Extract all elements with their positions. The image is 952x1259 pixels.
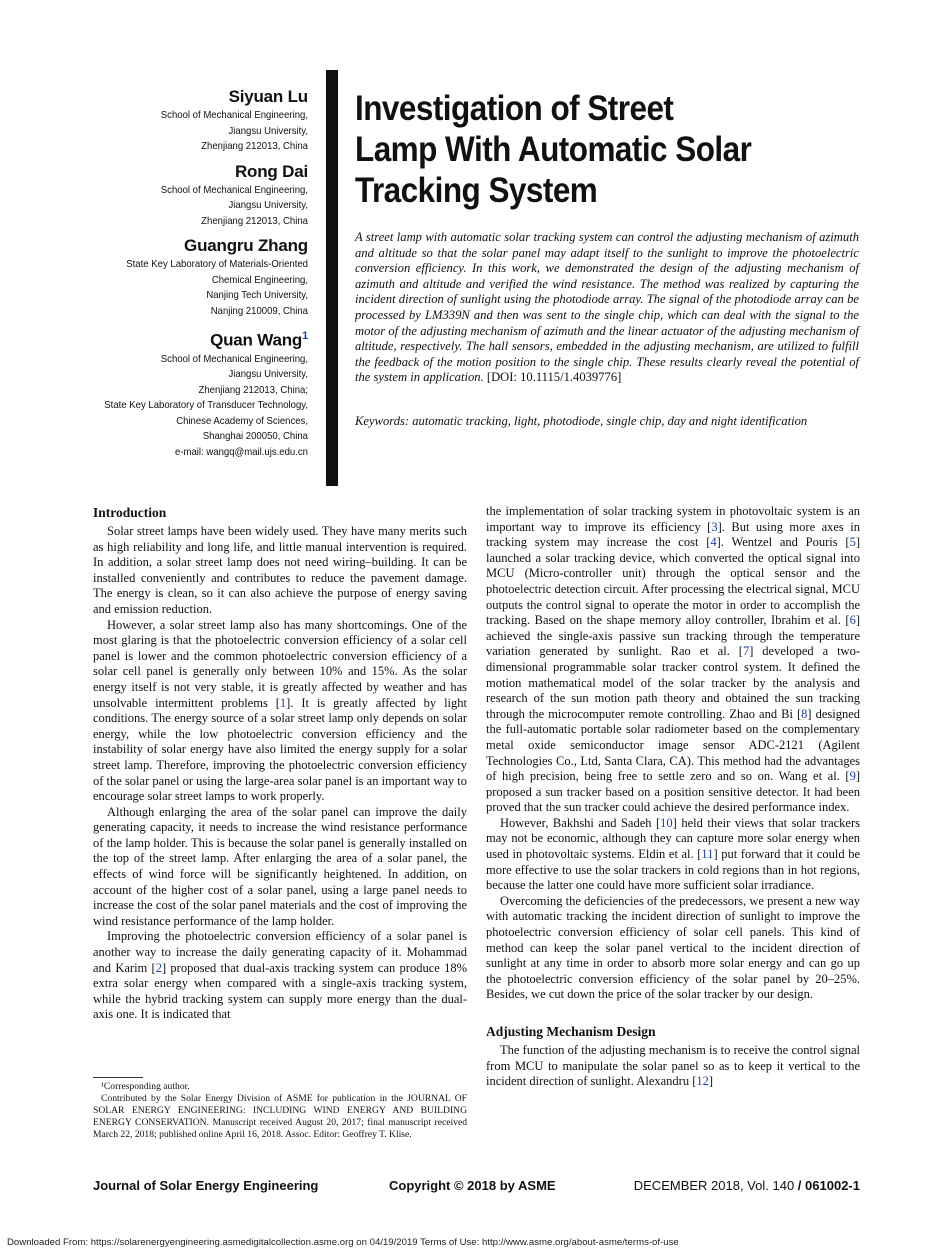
paragraph: the implementation of solar tracking system in photovoltaic system is an important way to improve its efficiency [3]. But using more axes in tracking system may increase the cost [4]. Wentzel and Pouris [5] launched a solar tracking device, which converted the optical signal into MCU (Micro-controller unit) through the optical sensor and the photoelectric detection circuit. After processing the electrical signal, MCU outputs the control signal to operate the motor in order to accomplish the tracking. Based on the shape memory alloy controller, Ibrahim et al. [6] achieved the single-axis passive sun tracking through the temperature variation generated by sunlight. Rao et al. [7] developed a two-dimensional programmable solar tracker control system. It defined the motion mathematical model of the solar tracker by the analysis and research of the sun motion path theory and obtained the sun tracking through the microcomputer remote controlling. Zhao and Bi [8] designed the full-automatic portable solar radiometer based on the complementary metal oxide semiconductor image sensor ADC-2121 (Agilent Technologies Co., Ltd, Santa Clara, CA). This method had the advantages of high precision, being free to settle zero and so on. Wang et al. [9] proposed a sun tracker based on a position sensitive detector. It had been proved that the sun tracker could achieve the desired performance index. — [486, 504, 860, 815]
article-number: 061002-1 — [805, 1178, 860, 1193]
affiliation-line: School of Mechanical Engineering, — [160, 353, 308, 365]
author-1 — [80, 86, 308, 155]
citation-link[interactable]: 7 — [742, 644, 750, 659]
paragraph: Overcoming the deficiencies of the predecessors, we present a new way with automatic tracking the incident direction of sunlight to improve the photoelectric conversion efficiency of solar cell panels. This kind of method can keep the solar panel vertical to the incident direction of sunlight at any time in order to absorb more solar energy and can go up the photoelectric conversion efficiency of the solar panel by 20–25%. Besides, we cut down the price of the solar tracker by our design. — [486, 893, 860, 1002]
author-4 — [80, 325, 308, 460]
affiliation-line: Nanjing Tech University, — [206, 290, 308, 301]
paragraph: The function of the adjusting mechanism is to receive the control signal from MCU to manipulate the solar panel so as to keep it vertical to the incident direction of sunlight. Alexandru [12] — [486, 1043, 860, 1089]
affiliation-line: Chemical Engineering, — [211, 274, 308, 286]
paragraph: Solar street lamps have been widely used. They have many merits such as high reliability and long life, and little manual intervention is required. In addition, a solar street lamp does not need wiring–building. It can be installed conveniently and contributes to reduce the pavement damage. The energy is clean, so it can also achieve the purpose of energy saving and emission reduction. — [93, 524, 467, 616]
author-name: Siyuan Lu — [228, 87, 308, 106]
paragraph: However, a solar street lamp also has many shortcomings. One of the most glaring is that the photoelectric conversion efficiency of a solar cell panel is lower and the common photoelectric conversion efficiency of a solar cell panel is generally only between 10% and 15%. As the solar energy itself is not very stable, it is greatly affected by weather and has unsolvable intermittent problems [1]. It is greatly affected by light conditions. The energy source of a solar street lamp only depends on solar energy, while the low photoelectric conversion efficiency and the instability of solar energy have also limited the energy supply for a solar street lamp. Therefore, improving the photoelectric conversion efficiency of the solar panel or using the large-area solar panel is an important way to encourage solar street lamps to work properly. — [93, 617, 467, 804]
paragraph: However, Bakhshi and Sadeh [10] held their views that solar trackers may not be economic, although they can capture more solar energy when used in photovoltaic systems. Eldin et al. [11] put forward that it could be more effective to use the solar trackers in cold regions than in hot regions, because the latter one could have more sufficient solar irradiance. — [486, 815, 861, 893]
abstract-text: A street lamp with automatic solar tracking system can control the adjusting mechanism of azimuth and altitude so that the solar panel may adapt itself to the sunlight to improve the photoelectric conversion efficiency. In this work, we demonstrated the design of the adjusting mechanism of azimuth and altitude and verified the wind resistance. The method was realized by capturing the incident direction of sunlight using the photodiode array. The signal of the photodiode array can be processed by LM339N and then was sent to the single chip, which can deal with the signal to the motor of the adjusting mechanism of azimuth and the linear actuator of the adjusting mechanism of altitude, respectively. The hall sensors, embedded in the adjusting mechanism, are utilized to fulfill the feedback of the motion position to the single chip. These results clearly reveal the potential of the system in application. — [355, 230, 859, 385]
keywords: Keywords: automatic tracking, light, photodiode, single chip, day and night identification — [355, 414, 808, 428]
paragraph: Improving the photoelectric conversion efficiency of a solar panel is another way to increase the daily generating capacity of it. Mohammad and Karim [2] proposed that dual-axis tracking system can produce 18% extra solar energy when compared with a single-axis tracking system, while the hybrid tracking system can supply more energy than the dual-axis one. It is indicated that — [93, 929, 467, 1022]
affiliation-line: State Key Laboratory of Transducer Technology, — [104, 400, 308, 412]
journal-name: Journal of Solar Energy Engineering — [93, 1178, 319, 1193]
affiliation-line: Jiangsu University, — [228, 369, 308, 381]
affiliation-line: Jiangsu University, — [228, 125, 308, 137]
affiliation-line: State Key Laboratory of Materials-Oriented — [126, 259, 308, 270]
affiliation-line: School of Mechanical Engineering, — [160, 184, 308, 196]
title-line: Investigation of Street — [355, 89, 674, 128]
affiliation-line: Nanjing 210009, China — [210, 305, 308, 317]
author-name: Rong Dai — [234, 161, 308, 181]
section-title-adjusting-mechanism: Adjusting Mechanism Design — [486, 1024, 656, 1039]
author-3 — [80, 235, 308, 319]
affiliation-line: Zhenjiang 212013, China — [201, 215, 308, 227]
download-note: Downloaded From: https://solarenergyengineering.asmedigitalcollection.asme.org on 04/19/2019 Terms of Use: http://www.asme.org/about-asme/terms-of-use — [7, 1237, 679, 1248]
issue-info: DECEMBER 2018, Vol. 140 / 061002-1 — [633, 1178, 860, 1193]
title-divider-bar — [326, 70, 338, 486]
author-block — [80, 86, 308, 466]
corresponding-marker[interactable]: 1 — [302, 330, 308, 342]
copyright: Copyright © 2018 by ASME — [389, 1178, 556, 1193]
section-title-introduction: Introduction — [93, 505, 167, 520]
affiliation-line: Zhenjiang 212013, China; — [198, 384, 308, 396]
citation-link[interactable]: 1 — [279, 695, 287, 710]
citation-link[interactable]: 8 — [801, 706, 808, 721]
affiliation-line: School of Mechanical Engineering, — [160, 110, 308, 121]
citation-link[interactable]: 6 — [849, 613, 856, 628]
author-email[interactable]: e-mail: wangq@mail.ujs.edu.cn — [175, 446, 308, 458]
citation-link[interactable]: 2 — [155, 960, 162, 975]
citation-link[interactable]: 11 — [701, 847, 714, 862]
author-2 — [80, 161, 308, 230]
affiliation-line: Shanghai 200050, China — [202, 431, 308, 443]
affiliation-line: Zhenjiang 212013, China — [201, 141, 308, 152]
citation-link[interactable]: 10 — [660, 815, 673, 830]
citation-link[interactable]: 4 — [710, 535, 717, 550]
author-name: Quan Wang$^1$ — [210, 330, 308, 350]
author-name: Guangru Zhang — [184, 236, 308, 255]
title-line: Lamp With Automatic Solar — [355, 130, 752, 169]
title-line: Tracking System — [355, 171, 598, 210]
doi-link[interactable]: [DOI: 10.1115/1.4039776] — [486, 370, 622, 385]
footnote-rule — [93, 1077, 143, 1078]
footnote: Contributed by the Solar Energy Division of ASME for publication in the JOURNAL OF SOLAR ENERGY ENGINEERING: INCLUDING WIND ENERGY AND BUILDING ENERGY CONSERVATION. Manuscript received August 20, 2017; final manuscript received March 22, 2018; published online April 16, 2018. Assoc. Editor: Geoffrey T. Klise. — [93, 1093, 467, 1140]
abstract — [355, 230, 859, 386]
citation-link[interactable]: 12 — [696, 1074, 709, 1089]
left-column — [93, 504, 467, 1023]
citation-link[interactable]: 5 — [849, 535, 856, 550]
paragraph: Although enlarging the area of the solar panel can improve the daily generating capacity, it needs to increase the wind resistance performance of the lamp holder. This is because the solar panel is generally installed on the top of the street lamp. After enlarging the area of a solar panel, the effects of wind force will be significantly heightened. In addition, on account of the higher cost of a solar panel, using a large panel needs to increase the cost of the solar panel materials and the cost of improving the wind resistance performance of the lamp holder. — [93, 804, 467, 928]
affiliation-line: Chinese Academy of Sciences, — [176, 415, 308, 427]
paper-title — [355, 88, 805, 211]
right-column — [486, 504, 860, 1090]
citation-link[interactable]: 9 — [849, 769, 856, 784]
citation-link[interactable]: 3 — [711, 519, 718, 534]
footnotes — [93, 1081, 467, 1141]
footnote: ¹Corresponding author. — [101, 1081, 190, 1092]
affiliation-line: Jiangsu University, — [228, 200, 308, 211]
page-footer — [93, 1178, 860, 1196]
